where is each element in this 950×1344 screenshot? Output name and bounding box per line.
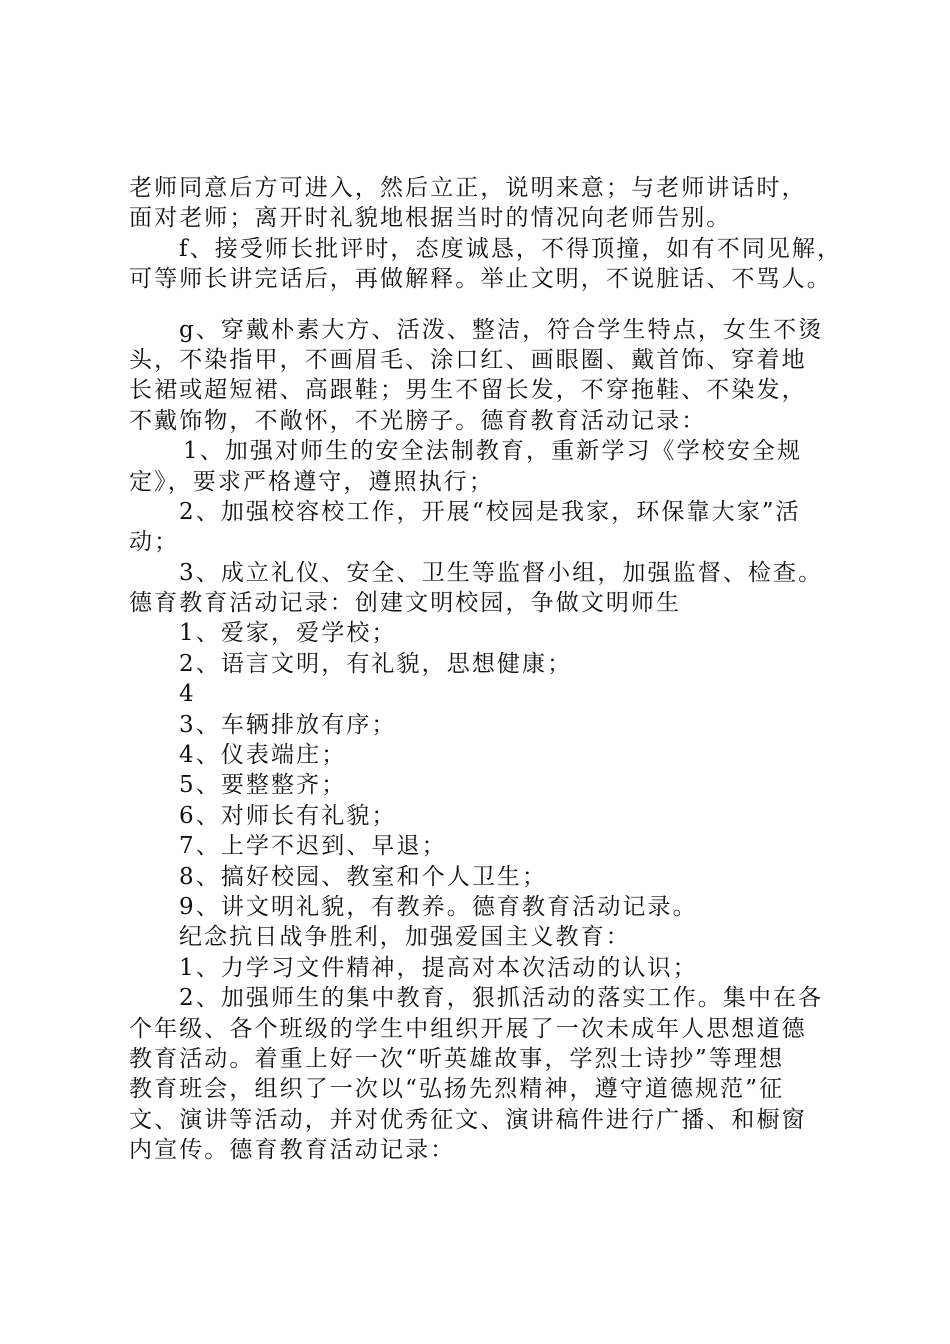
list-item: 1、力学习文件精神，提高对本次活动的认识； <box>179 954 698 981</box>
text-line: 3、成立礼仪、安全、卫生等监督小组，加强监督、检查。 <box>179 559 824 586</box>
text-line: f、接受师长批评时，态度诚恳，不得顶撞，如有不同见解， <box>179 235 843 262</box>
list-item: 8、搞好校园、教室和个人卫生； <box>179 863 548 890</box>
text-line: 定》，要求严格遵守，遵照执行； <box>129 468 494 495</box>
text-line: 个年级、各个班级的学生中组织开展了一次未成年人思想道德 <box>129 1015 807 1042</box>
list-item: 7、上学不迟到、早退； <box>179 833 447 860</box>
text-line: 动； <box>129 529 180 556</box>
text-line: 2、加强师生的集中教育，狠抓活动的落实工作。集中在各 <box>179 985 824 1012</box>
text-line: 头，不染指甲，不画眉毛、涂口红、画眼圈、戴首饰、穿着地 <box>129 346 807 373</box>
text-line: 长裙或超短裙、高跟鞋；男生不留长发，不穿拖鞋、不染发， <box>129 377 807 404</box>
paragraph-gap <box>129 295 859 315</box>
text-line: 可等师长讲完话后，再做解释。举止文明，不说脏话、不骂人。 <box>129 266 832 293</box>
text-line: g、穿戴朴素大方、活泼、整洁，符合学生特点，女生不烫 <box>179 316 824 343</box>
text-line: 内宣传。德育教育活动记录： <box>129 1137 456 1164</box>
text-line: 教育班会，组织了一次以“弘扬先烈精神，遵守道德规范”征 <box>129 1076 785 1103</box>
text-line: 老师同意后方可进入，然后立正，说明来意；与老师讲话时， <box>129 175 807 201</box>
list-item: 9、讲文明礼貌，有教养。德育教育活动记录。 <box>179 893 698 920</box>
text-line: 1、加强对师生的安全法制教育，重新学习《学校安全规 <box>183 438 803 465</box>
text-line: 文、演讲等活动，并对优秀征文、演讲稿件进行广播、和橱窗 <box>129 1106 807 1133</box>
text-line: 教育活动。着重上好一次“听英雄故事，学烈士诗抄”等理想 <box>129 1045 785 1072</box>
text-line: 2、加强校容校工作，开展“校园是我家，环保靠大家”活 <box>179 498 801 525</box>
text-line: 面对老师；离开时礼貌地根据当时的情况向老师告别。 <box>129 205 732 232</box>
text-line: 4 <box>179 681 196 708</box>
text-line: 纪念抗日战争胜利，加强爱国主义教育： <box>179 924 631 951</box>
list-item: 6、对师长有礼貌； <box>179 802 397 829</box>
text-line: 德育教育活动记录：创建文明校园，争做文明师生 <box>129 590 682 617</box>
document-body <box>129 173 859 1166</box>
list-item: 5、要整整齐； <box>179 772 347 799</box>
list-item: 4、仪表端庄； <box>179 742 347 769</box>
list-item: 2、语言文明，有礼貌，思想健康； <box>179 650 573 677</box>
list-item: 1、爱家，爱学校； <box>179 620 397 647</box>
list-item: 3、车辆排放有序； <box>179 711 397 738</box>
text-line: 不戴饰物，不敞怀，不光膀子。德育教育活动记录： <box>129 407 707 434</box>
